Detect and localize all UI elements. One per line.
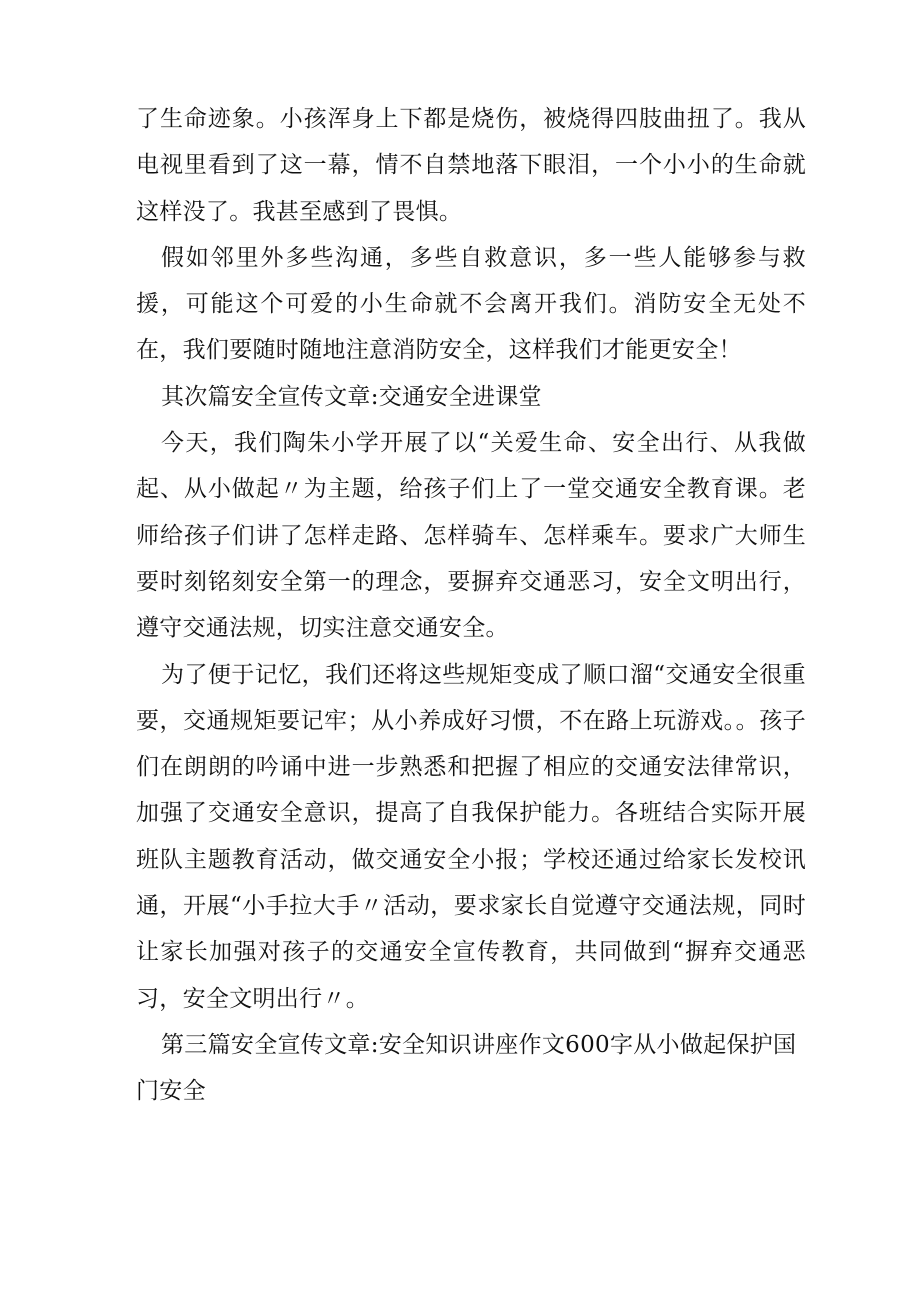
paragraph-traffic-class: 今天，我们陶朱小学开展了以“关爱生命、安全出行、从我做起、从小做起〃为主题，给孩子们上了一堂交通安全教育课。老师给孩子们讲了怎样走路、怎样骑车、怎样乘车。要求广大师生要时刻铭刻安全第一的理念，要摒弃交通恶习，安全文明出行，遵守交通法规，切实注意交通安全。 bbox=[136, 430, 806, 642]
section-heading-traffic-safety: 其次篇安全宣传文章:交通安全进课堂 bbox=[161, 383, 542, 410]
paragraph-fire-safety-conclusion: 假如邻里外多些沟通，多些自救意识，多一些人能够参与救援，可能这个可爱的小生命就不会离开我们。消防安全无处不在，我们要随时随地注意消防安全，这样我们才能更安全！ bbox=[136, 244, 806, 364]
document-page bbox=[136, 96, 806, 1115]
paragraph-fire-safety-end: 了生命迹象。小孩浑身上下都是烧伤，被烧得四肢曲扭了。我从电视里看到了这一幕，情不自禁地落下眼泪，一个小小的生命就这样没了。我甚至感到了畏惧。 bbox=[136, 106, 806, 225]
paragraph-traffic-rhyme: 为了便于记忆，我们还将这些规矩变成了顺口溜“交通安全很重要，交通规矩要记牢；从小养成好习惯，不在路上玩游戏。。孩子们在朗朗的吟诵中进一步熟悉和把握了相应的交通安法律常识，加强了交通安全意识，提高了自我保护能力。各班结合实际开展班队主题教育活动，做交通安全小报；学校还通过给家长发校讯通，开展“小手拉大手〃活动，要求家长自觉遵守交通法规，同时让家长加强对孩子的交通安全宣传教育，共同做到“摒弃交通恶习，安全文明出行〃。 bbox=[136, 661, 806, 1012]
section-heading-safety-lecture: 第三篇安全宣传文章:安全知识讲座作文600字从小做起保护国门安全 bbox=[136, 1031, 797, 1105]
